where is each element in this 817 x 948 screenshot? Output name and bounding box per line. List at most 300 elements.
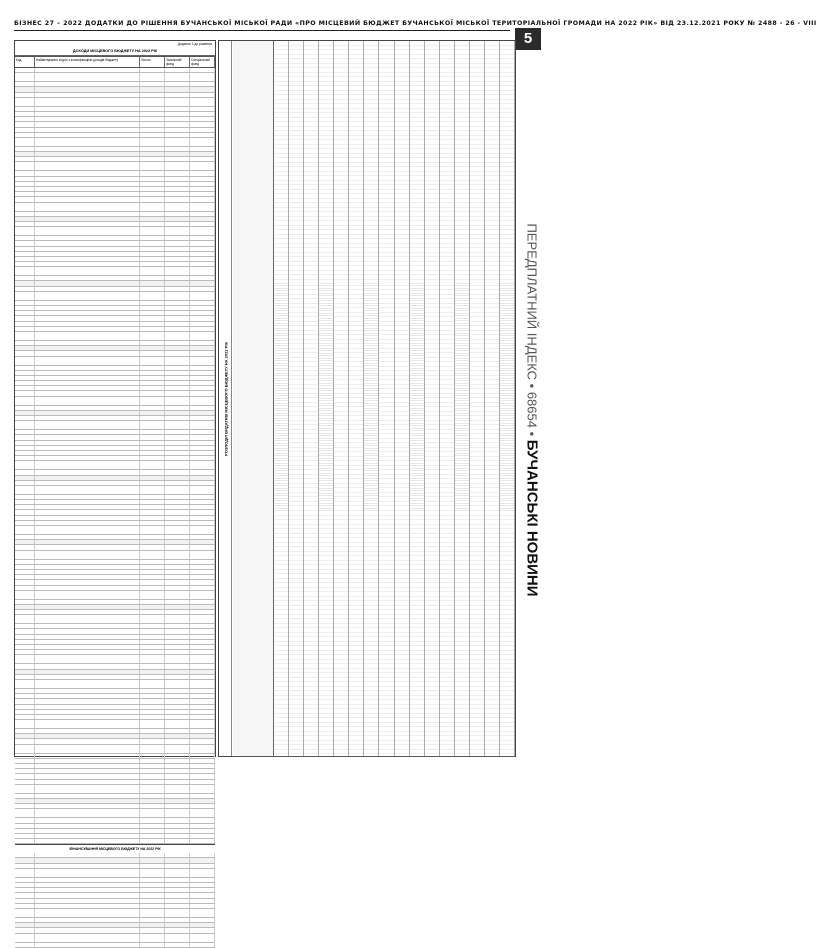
- table-cell: [35, 689, 140, 693]
- table-column: [289, 511, 304, 756]
- table-cell: [15, 705, 35, 709]
- table-cell: [190, 481, 215, 485]
- table-cell: [190, 192, 215, 196]
- table-cell: [35, 904, 140, 908]
- table-cell: [165, 247, 190, 251]
- table-cell: [35, 227, 140, 235]
- table-cell: [140, 152, 165, 156]
- table-cell: [15, 152, 35, 156]
- table-cell: [140, 117, 165, 121]
- table-cell: [165, 376, 190, 380]
- table-cell: [165, 535, 190, 539]
- table-cell: [165, 858, 190, 862]
- table-cell: [190, 267, 215, 275]
- table-cell: [15, 82, 35, 86]
- table-cell: [190, 759, 215, 763]
- table-cell: [35, 391, 140, 395]
- table-cell: [165, 107, 190, 111]
- table-cell: [15, 461, 35, 469]
- table-cell: [140, 794, 165, 798]
- table-cell: [15, 157, 35, 161]
- table-cell: [165, 715, 190, 719]
- table-cell: [140, 858, 165, 862]
- table-cell: [35, 187, 140, 191]
- table-cell: [35, 112, 140, 116]
- page-number-badge: 5: [515, 28, 541, 50]
- table-cell: [35, 500, 140, 504]
- table-cell: [140, 311, 165, 315]
- table-cell: [35, 864, 140, 868]
- table-cell: [15, 710, 35, 714]
- table-cell: [165, 441, 190, 445]
- table-cell: [35, 327, 140, 331]
- table-cell: [140, 441, 165, 445]
- expenditure-table-title: РОЗПОДІЛ ВИДАТКІВ МІСЦЕВОГО БЮДЖЕТУ НА 2022 РІК: [223, 341, 229, 456]
- table-cell: [15, 888, 35, 892]
- table-cell: [140, 689, 165, 693]
- table-cell: [140, 241, 165, 245]
- table-cell: [165, 351, 190, 355]
- table-cell: [15, 904, 35, 908]
- table-cell: [190, 675, 215, 679]
- table-cell: [35, 575, 140, 579]
- table-row: [15, 934, 215, 943]
- table-cell: [15, 928, 35, 932]
- table-cell: [165, 909, 190, 917]
- table-cell: [140, 316, 165, 320]
- table-cell: [35, 635, 140, 639]
- table-cell: [190, 322, 215, 326]
- table-cell: [140, 720, 165, 728]
- table-cell: [140, 655, 165, 663]
- table-cell: [190, 745, 215, 753]
- table-row: [15, 397, 215, 406]
- table-cell: [35, 306, 140, 310]
- table-cell: [190, 386, 215, 390]
- table-cell: [190, 98, 215, 106]
- table-column: [319, 511, 334, 756]
- table-cell: [140, 107, 165, 111]
- table-cell: [35, 451, 140, 455]
- table-cell: [15, 739, 35, 743]
- table-cell: [140, 366, 165, 370]
- table-cell: [35, 675, 140, 679]
- table-cell: [140, 495, 165, 499]
- table-cell: [190, 461, 215, 469]
- table-cell: [15, 570, 35, 574]
- table-cell: [15, 351, 35, 355]
- table-cell: [35, 759, 140, 763]
- table-cell: [15, 93, 35, 97]
- table-cell: [35, 878, 140, 882]
- table-row: [15, 421, 215, 430]
- table-cell: [190, 888, 215, 892]
- table-cell: [15, 715, 35, 719]
- table-cell: [165, 745, 190, 753]
- table-cell: [140, 227, 165, 235]
- table-cell: [140, 306, 165, 310]
- table-cell: [165, 943, 190, 947]
- table-column: [289, 41, 304, 281]
- table-cell: [35, 262, 140, 266]
- table-cell: [140, 262, 165, 266]
- table-row: [15, 615, 215, 624]
- subscription-index: ПЕРЕДПЛАТНИЙ ІНДЕКС • 68654 •: [524, 223, 540, 437]
- table-column: [485, 511, 500, 756]
- table-cell: [140, 421, 165, 429]
- table-cell: [140, 610, 165, 614]
- table-cell: [140, 381, 165, 385]
- table-cell: [190, 635, 215, 639]
- table-cell: [35, 918, 140, 922]
- table-cell: [190, 182, 215, 186]
- table-cell: [15, 615, 35, 623]
- table-cell: [165, 560, 190, 564]
- table-cell: [35, 351, 140, 355]
- table-cell: [165, 316, 190, 320]
- table-cell: [165, 580, 190, 584]
- table-cell: [190, 133, 215, 137]
- table-cell: [15, 839, 35, 843]
- table-cell: [35, 257, 140, 261]
- table-cell: [35, 650, 140, 654]
- table-cell: [15, 435, 35, 439]
- income-table-header: [15, 56, 215, 68]
- table-cell: [35, 357, 140, 365]
- table-cell: [35, 128, 140, 132]
- table-cell: [190, 858, 215, 862]
- table-cell: [190, 495, 215, 499]
- table-cell: [165, 675, 190, 679]
- table-cell: [15, 909, 35, 917]
- table-cell: [140, 878, 165, 882]
- table-cell: [165, 575, 190, 579]
- table-cell: [140, 570, 165, 574]
- table-cell: [140, 327, 165, 331]
- table-cell: [35, 311, 140, 315]
- table-row: [15, 526, 215, 535]
- table-cell: [165, 397, 190, 405]
- table-cell: [165, 332, 190, 340]
- table-cell: [35, 923, 140, 927]
- table-cell: [35, 694, 140, 698]
- table-cell: [140, 600, 165, 604]
- table-cell: [190, 774, 215, 778]
- table-cell: [165, 629, 190, 633]
- table-cell: [140, 799, 165, 803]
- table-cell: [140, 236, 165, 240]
- table-column: [304, 281, 319, 511]
- financing-table-title: ФІНАНСУВАННЯ МІСЦЕВОГО БЮДЖЕТУ НА 2022 РІК: [15, 844, 215, 853]
- table-cell: [140, 341, 165, 345]
- table-row: [15, 203, 215, 212]
- table-cell: [165, 171, 190, 175]
- table-cell: [15, 203, 35, 211]
- table-cell: [140, 257, 165, 261]
- table-cell: [15, 580, 35, 584]
- table-cell: [15, 147, 35, 151]
- table-row: [15, 869, 215, 878]
- table-cell: [165, 301, 190, 305]
- table-cell: [165, 545, 190, 549]
- table-cell: [35, 754, 140, 758]
- table-cell: [165, 311, 190, 315]
- table-cell: [190, 670, 215, 674]
- table-cell: [15, 68, 35, 72]
- table-cell: [190, 276, 215, 280]
- table-cell: [15, 138, 35, 146]
- table-section: [233, 511, 515, 757]
- table-cell: [15, 371, 35, 375]
- table-cell: [15, 780, 35, 784]
- table-column: [334, 41, 349, 281]
- table-cell: [190, 869, 215, 877]
- table-cell: [190, 217, 215, 221]
- table-cell: [35, 883, 140, 887]
- table-cell: [165, 357, 190, 365]
- table-cell: [190, 710, 215, 714]
- table-cell: [140, 934, 165, 942]
- table-column: [410, 41, 425, 281]
- table-cell: [165, 824, 190, 828]
- table-cell: [140, 745, 165, 753]
- table-cell: [165, 689, 190, 693]
- table-cell: [140, 456, 165, 460]
- table-cell: [140, 138, 165, 146]
- table-row: [15, 486, 215, 495]
- table-cell: [15, 605, 35, 609]
- table-cell: [35, 853, 140, 857]
- table-cell: [165, 112, 190, 116]
- table-cell: [190, 247, 215, 251]
- table-cell: [165, 87, 190, 91]
- table-cell: [165, 516, 190, 520]
- table-cell: [190, 904, 215, 908]
- table-cell: [140, 809, 165, 817]
- table-cell: [140, 824, 165, 828]
- table-cell: [140, 591, 165, 599]
- table-row: [15, 267, 215, 276]
- table-cell: [15, 107, 35, 111]
- table-cell: [190, 416, 215, 420]
- table-cell: [35, 341, 140, 345]
- table-cell: [165, 834, 190, 838]
- table-cell: [165, 883, 190, 887]
- col-general: Загальний фонд: [165, 57, 190, 67]
- table-cell: [15, 535, 35, 539]
- table-row: [15, 591, 215, 600]
- table-cell: [15, 500, 35, 504]
- table-cell: [190, 943, 215, 947]
- table-cell: [190, 138, 215, 146]
- table-cell: [35, 287, 140, 291]
- table-cell: [165, 421, 190, 429]
- table-cell: [165, 893, 190, 897]
- table-cell: [15, 591, 35, 599]
- table-cell: [190, 864, 215, 868]
- table-cell: [35, 171, 140, 175]
- table-cell: [165, 292, 190, 300]
- table-column: [410, 511, 425, 756]
- table-cell: [190, 545, 215, 549]
- table-cell: [15, 227, 35, 235]
- table-cell: [35, 98, 140, 106]
- table-cell: [35, 664, 140, 668]
- table-cell: [140, 764, 165, 768]
- table-cell: [190, 928, 215, 932]
- table-cell: [15, 117, 35, 121]
- table-cell: [140, 162, 165, 170]
- table-cell: [190, 301, 215, 305]
- table-cell: [190, 257, 215, 261]
- table-cell: [165, 187, 190, 191]
- table-cell: [140, 93, 165, 97]
- table-cell: [190, 624, 215, 628]
- table-cell: [35, 893, 140, 897]
- table-cell: [140, 834, 165, 838]
- table-cell: [165, 416, 190, 420]
- table-cell: [140, 650, 165, 654]
- table-cell: [15, 171, 35, 175]
- table-cell: [140, 645, 165, 649]
- table-column: [334, 281, 349, 511]
- table-cell: [15, 834, 35, 838]
- table-cell: [190, 715, 215, 719]
- table-cell: [35, 157, 140, 161]
- table-cell: [140, 276, 165, 280]
- table-cell: [165, 322, 190, 326]
- table-cell: [140, 476, 165, 480]
- table-cell: [140, 675, 165, 679]
- table-cell: [35, 138, 140, 146]
- table-cell: [15, 292, 35, 300]
- table-cell: [190, 470, 215, 474]
- table-cell: [140, 222, 165, 226]
- table-cell: [165, 635, 190, 639]
- table-cell: [15, 575, 35, 579]
- table-row: [15, 943, 215, 948]
- table-cell: [35, 943, 140, 947]
- table-cell: [165, 565, 190, 569]
- table-cell: [35, 117, 140, 121]
- table-cell: [35, 774, 140, 778]
- table-cell: [35, 521, 140, 525]
- table-cell: [140, 411, 165, 415]
- table-cell: [190, 764, 215, 768]
- table-cell: [165, 276, 190, 280]
- table-cell: [140, 267, 165, 275]
- table-cell: [140, 451, 165, 455]
- table-cell: [35, 276, 140, 280]
- table-cell: [190, 918, 215, 922]
- table-cell: [165, 804, 190, 808]
- table-cell: [35, 535, 140, 539]
- table-cell: [15, 406, 35, 410]
- financing-table-body: [15, 853, 215, 947]
- table-cell: [15, 694, 35, 698]
- table-cell: [190, 575, 215, 579]
- table-cell: [15, 540, 35, 544]
- table-column: [304, 511, 319, 756]
- table-cell: [165, 157, 190, 161]
- table-cell: [15, 650, 35, 654]
- table-cell: [15, 943, 35, 947]
- table-cell: [165, 839, 190, 843]
- table-cell: [190, 818, 215, 822]
- table-cell: [165, 133, 190, 137]
- table-cell: [165, 769, 190, 773]
- table-column: [395, 511, 410, 756]
- table-column: [349, 41, 364, 281]
- table-cell: [15, 446, 35, 450]
- table-cell: [15, 526, 35, 534]
- table-cell: [140, 212, 165, 216]
- table-cell: [35, 332, 140, 340]
- table-cell: [15, 287, 35, 291]
- table-cell: [140, 386, 165, 390]
- table-cell: [35, 421, 140, 429]
- table-cell: [140, 780, 165, 784]
- table-cell: [190, 829, 215, 833]
- table-cell: [35, 406, 140, 410]
- table-cell: [190, 615, 215, 623]
- table-cell: [35, 834, 140, 838]
- table-cell: [140, 112, 165, 116]
- table-cell: [15, 918, 35, 922]
- appendix-label: Додаток 1 до рішення: [177, 42, 212, 46]
- table-cell: [190, 397, 215, 405]
- table-cell: [190, 371, 215, 375]
- table-cell: [165, 655, 190, 663]
- table-cell: [35, 495, 140, 499]
- table-cell: [165, 923, 190, 927]
- table-cell: [35, 540, 140, 544]
- table-cell: [35, 710, 140, 714]
- table-cell: [35, 197, 140, 201]
- table-cell: [140, 699, 165, 703]
- table-column: [319, 41, 334, 281]
- table-cell: [140, 904, 165, 908]
- table-cell: [140, 624, 165, 628]
- table-cell: [190, 591, 215, 599]
- table-row: [15, 745, 215, 754]
- table-cell: [15, 560, 35, 564]
- table-cell: [165, 212, 190, 216]
- table-cell: [165, 799, 190, 803]
- table-cell: [165, 864, 190, 868]
- table-cell: [140, 301, 165, 305]
- table-cell: [35, 804, 140, 808]
- table-column: [304, 41, 319, 281]
- table-cell: [165, 152, 190, 156]
- table-cell: [35, 152, 140, 156]
- table-cell: [140, 928, 165, 932]
- table-cell: [140, 430, 165, 434]
- table-cell: [165, 476, 190, 480]
- table-cell: [140, 545, 165, 549]
- table-cell: [15, 162, 35, 170]
- table-column: [425, 41, 440, 281]
- table-cell: [165, 430, 190, 434]
- table-cell: [190, 430, 215, 434]
- table-cell: [35, 435, 140, 439]
- table-column: [274, 281, 289, 511]
- table-cell: [190, 451, 215, 455]
- table-column: [319, 281, 334, 511]
- table-cell: [35, 281, 140, 285]
- table-cell: [190, 197, 215, 201]
- table-cell: [15, 495, 35, 499]
